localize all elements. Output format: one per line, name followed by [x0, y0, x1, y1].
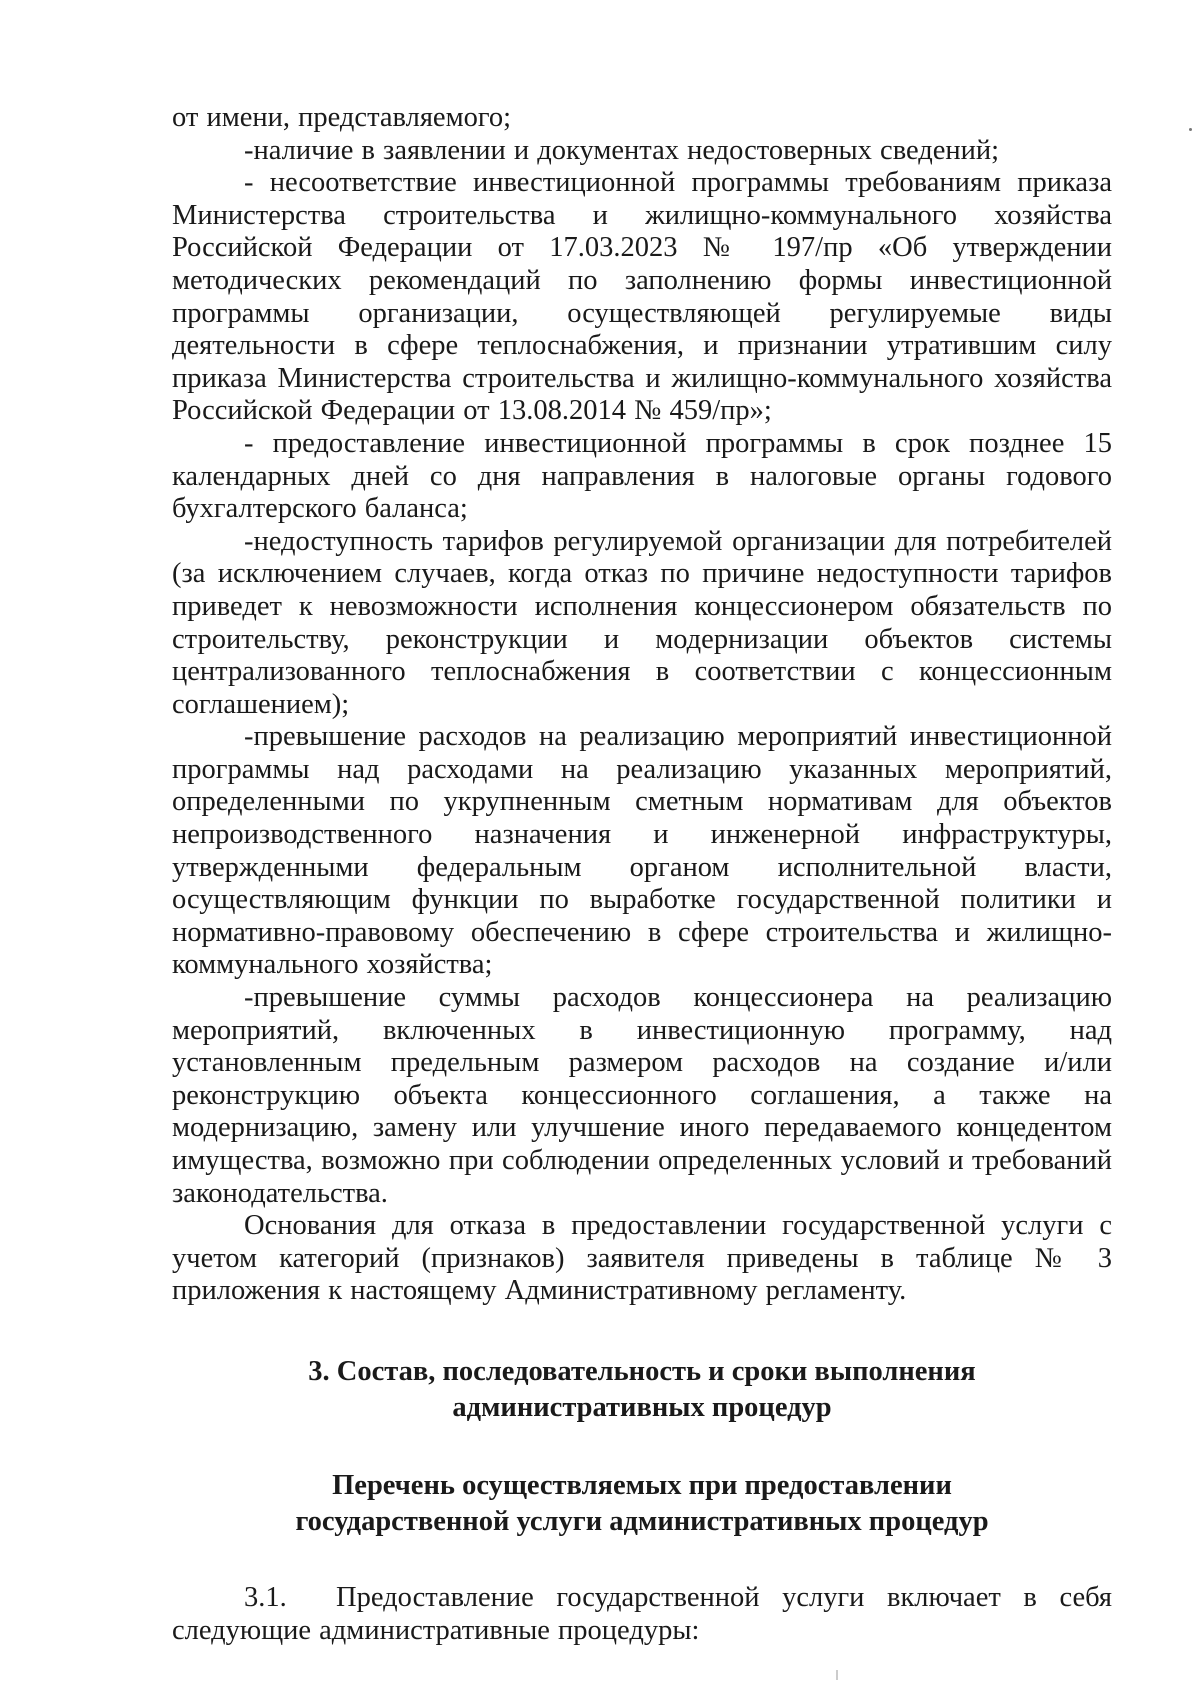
list-item: - несоответствие инвестиционной программы требованиям приказа Министерства строительства и жилищно-коммунального хозяйства Российской Федерации от 17.03.2023 № 197/пр «Об утверждении методических рекомендаций по заполнению формы инвестиционной программы организации, осуществляющей регулируемые виды деятельности в сфере теплоснабжения, и признании утратившим силу приказа Министерства строительства и жилищно-коммунального хозяйства Российской Федерации от 13.08.2014 № 459/пр»;: [172, 167, 1112, 427]
subsection-heading-line: Перечень осуществляемых при предоставлении: [332, 1469, 952, 1501]
section-heading-line: административных процедур: [452, 1391, 832, 1423]
subsection-heading-line: государственной услуги административных процедур: [295, 1505, 989, 1537]
subsection-heading: [172, 1468, 1112, 1540]
section-heading-line: 3. Состав, последовательность и сроки выполнения: [308, 1355, 976, 1387]
clause-text: Предоставление государственной услуги включает в себя следующие административные процедуры:: [172, 1581, 1112, 1646]
list-item: -наличие в заявлении и документах недостоверных сведений;: [244, 134, 1000, 166]
list-item: -превышение расходов на реализацию мероприятий инвестиционной программы над расходами на реализацию указанных мероприятий, определенными по укрупненным сметным нормативам для объектов непроизводственного назначения и инженерной инфраструктуры, утвержденными федеральным органом исполнительной власти, осуществляющим функции по выработке государственной политики и нормативно-правовому обеспечению в сфере строительства и жилищно-коммунального хозяйства;: [172, 721, 1112, 981]
list-item: -превышение суммы расходов концессионера на реализацию мероприятий, включенных в инвестиционную программу, над установленным предельным размером расходов на создание и/или реконструкцию объекта концессионного соглашения, а также на модернизацию, замену или улучшение иного передаваемого концедентом имущества, возможно при соблюдении определенных условий и требований законодательства.: [172, 982, 1112, 1209]
scan-artifact: [836, 1670, 838, 1680]
list-item: -недоступность тарифов регулируемой организации для потребителей (за исключением случаев, когда отказ по причине недоступности тарифов приведет к невозможности исполнения концессионером обязательств по строительству, реконструкции и модернизации объектов системы централизованного теплоснабжения в соответствии с концессионным соглашением);: [172, 525, 1112, 720]
section-heading: [172, 1354, 1112, 1426]
grounds-paragraph: Основания для отказа в предоставлении государственной услуги с учетом категорий (признаков) заявителя приведены в таблице № 3 приложения к настоящему Административному регламенту.: [172, 1210, 1112, 1307]
document-page: [172, 102, 1112, 1647]
scan-artifact: [1189, 128, 1192, 131]
clause-number: 3.1.: [244, 1581, 287, 1613]
continued-text: от имени, представляемого;: [172, 102, 512, 133]
clause-3-1: [172, 1582, 1112, 1647]
list-item: - предоставление инвестиционной программы в срок позднее 15 календарных дней со дня направления в налоговые органы годового бухгалтерского баланса;: [172, 427, 1112, 525]
